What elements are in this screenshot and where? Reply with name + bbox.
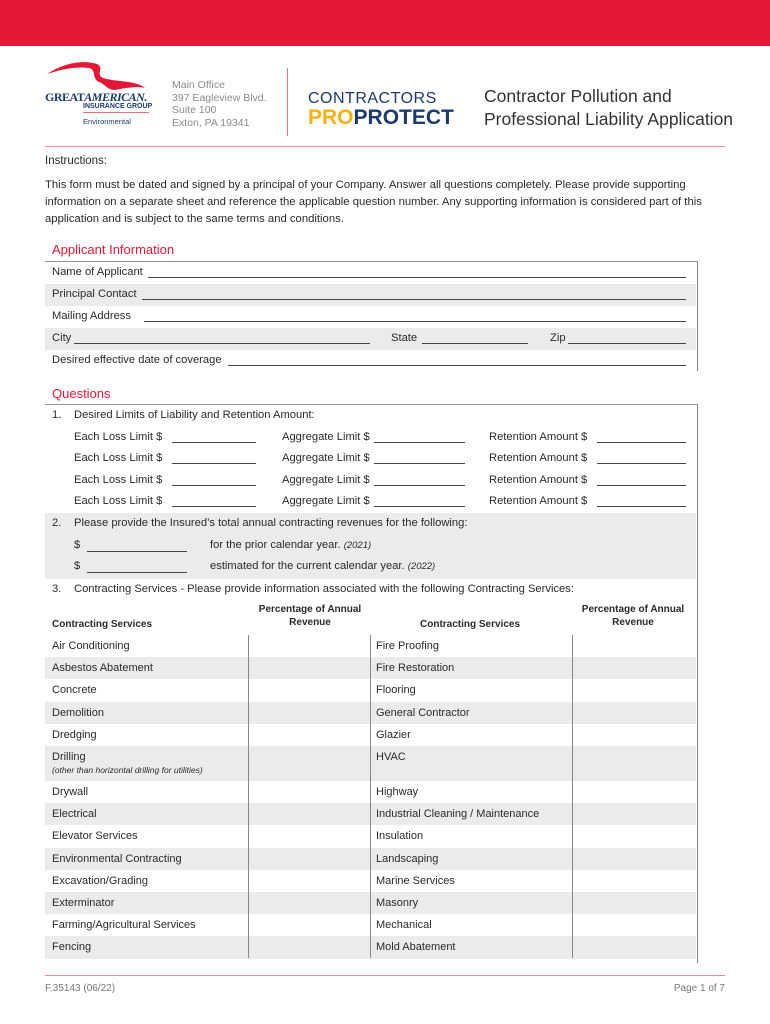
current-year-revenue-field[interactable] — [87, 572, 187, 573]
service-name: Excavation/Grading — [52, 874, 148, 887]
address-line: Exton, PA 19341 — [172, 116, 250, 129]
service-name: HVAC — [376, 751, 406, 763]
each-loss-field[interactable] — [172, 506, 256, 507]
service-name: Industrial Cleaning / Maintenance — [376, 808, 540, 821]
retention-field[interactable] — [597, 442, 686, 443]
each-loss-label: Each Loss Limit $ — [74, 494, 163, 507]
retention-field[interactable] — [597, 506, 686, 507]
limits-row — [45, 427, 696, 449]
contact-label: Principal Contact — [52, 288, 137, 300]
retention-field[interactable] — [597, 485, 686, 486]
service-pct-input[interactable] — [249, 724, 370, 746]
service-name: Highway — [376, 786, 419, 798]
prior-year-label — [210, 539, 371, 551]
instructions-text: This form must be dated and signed by a principal of your Company. Answer all questions completely. Please provide supporting information on a separate sheet and reference the applicable question number. Any supporting information is considered part of this application and is subject to the same terms and conditions. — [45, 179, 702, 225]
main-office-address — [172, 79, 267, 129]
service-name: Environmental Contracting — [52, 852, 182, 865]
service-pct-input[interactable] — [249, 803, 370, 825]
applicant-info-box — [45, 261, 698, 371]
service-pct-input[interactable] — [249, 936, 370, 958]
zip-label: Zip — [550, 332, 566, 344]
service-pct-input[interactable] — [249, 702, 370, 724]
effective-date-field[interactable] — [228, 365, 686, 366]
aggregate-field[interactable] — [374, 485, 465, 486]
service-pct-input[interactable] — [249, 679, 370, 701]
current-year: (2022) — [407, 561, 436, 572]
service-pct-input[interactable] — [573, 724, 695, 746]
retention-field[interactable] — [597, 463, 686, 464]
limits-row — [45, 470, 696, 492]
great-american-logo: GREATAMERICAN. INSURANCE GROUP Environmental — [45, 60, 153, 130]
service-pct-input[interactable] — [573, 914, 695, 936]
aggregate-label: Aggregate Limit $ — [282, 494, 370, 507]
service-name: Fire Proofing — [376, 640, 439, 652]
service-name: Dredging — [52, 728, 97, 741]
page-title — [484, 85, 733, 131]
each-loss-field[interactable] — [172, 485, 256, 486]
page-number: Page 1 of 7 — [673, 983, 725, 994]
logo-protect: PROTECT — [353, 106, 454, 129]
service-pct-input[interactable] — [573, 803, 695, 825]
service-name: Flooring — [376, 684, 416, 697]
form-number: F.35143 (06/22) — [45, 983, 116, 994]
service-name: Exterminator — [52, 897, 115, 909]
service-pct-input[interactable] — [249, 825, 370, 847]
prior-text: for the prior calendar year. — [210, 539, 341, 551]
aggregate-field[interactable] — [374, 463, 465, 464]
aggregate-label: Aggregate Limit $ — [282, 473, 370, 486]
service-pct-input[interactable] — [573, 892, 695, 914]
service-name: Electrical — [52, 808, 97, 821]
retention-label: Retention Amount $ — [489, 452, 588, 465]
logo-contractors: CONTRACTORS — [308, 90, 437, 107]
city-field[interactable] — [74, 343, 370, 344]
dollar-sign: $ — [74, 539, 81, 551]
q2-text: Please provide the Insured’s total annual contracting revenues for the following: — [74, 517, 468, 529]
service-name: Glazier — [376, 728, 411, 741]
service-name: Masonry — [376, 897, 419, 909]
q1-text: Desired Limits of Liability and Retention Amount: — [74, 409, 315, 421]
applicant-name-field[interactable] — [148, 277, 686, 278]
col-header-pct-right: Percentage of Annual Revenue — [581, 604, 685, 628]
title-line-1: Contractor Pollution and — [484, 86, 672, 106]
service-name: Insulation — [376, 830, 424, 843]
title-line-2: Professional Liability Application — [484, 109, 734, 129]
header-rule — [45, 146, 725, 147]
service-pct-input[interactable] — [573, 657, 695, 679]
q2-number: 2. — [52, 517, 62, 529]
aggregate-field[interactable] — [374, 442, 465, 443]
contractors-proprotect-logo — [308, 90, 454, 128]
service-name: General Contractor — [376, 706, 470, 719]
each-loss-label: Each Loss Limit $ — [74, 431, 163, 443]
service-name: Fire Restoration — [376, 662, 455, 675]
col-header-service-right: Contracting Services — [420, 619, 521, 630]
q3-text: Contracting Services - Please provide information associated with the following Contracting Services: — [74, 583, 574, 595]
service-name: Elevator Services — [52, 830, 138, 843]
retention-label: Retention Amount $ — [489, 494, 588, 507]
questions-section-heading: Questions — [52, 386, 111, 401]
name-label: Name of Applicant — [52, 266, 143, 278]
zip-field[interactable] — [568, 343, 686, 344]
current-year-label — [210, 560, 435, 572]
service-name: Air Conditioning — [52, 640, 130, 652]
service-pct-input[interactable] — [249, 848, 370, 870]
footer-rule — [45, 975, 725, 976]
service-pct-input[interactable] — [573, 825, 695, 847]
dollar-sign: $ — [74, 560, 81, 572]
service-name: Drilling — [52, 751, 86, 763]
city-label: City — [52, 332, 72, 344]
q3-number: 3. — [52, 583, 62, 595]
state-field[interactable] — [422, 343, 528, 344]
service-name: Concrete — [52, 684, 97, 697]
mailing-address-field[interactable] — [144, 321, 686, 322]
col-header-service-left: Contracting Services — [52, 619, 153, 630]
header-divider — [287, 68, 288, 136]
prior-year: (2021) — [343, 540, 372, 551]
service-name: Mechanical — [376, 919, 432, 932]
service-pct-input[interactable] — [249, 892, 370, 914]
service-pct-input[interactable] — [573, 848, 695, 870]
aggregate-label: Aggregate Limit $ — [282, 431, 370, 443]
limits-row — [45, 448, 696, 470]
aggregate-field[interactable] — [374, 506, 465, 507]
service-pct-input[interactable] — [249, 781, 370, 803]
limits-row — [45, 491, 696, 513]
col-header-pct-left: Percentage of Annual Revenue — [258, 604, 362, 628]
instructions-heading: Instructions: — [45, 155, 107, 167]
service-pct-input[interactable] — [573, 635, 695, 657]
service-pct-input[interactable] — [573, 781, 695, 803]
applicant-section-heading: Applicant Information — [52, 242, 175, 257]
logo-pro: PRO — [308, 106, 354, 129]
retention-label: Retention Amount $ — [489, 431, 588, 443]
service-name: Fencing — [52, 941, 92, 954]
address-line: 397 Eagleview Blvd. — [172, 91, 267, 104]
service-pct-input[interactable] — [249, 870, 370, 892]
logo-proprotect — [308, 108, 454, 128]
service-note: (other than horizontal drilling for utilities) — [52, 765, 203, 775]
principal-contact-field[interactable] — [142, 299, 686, 300]
address-line: Suite 100 — [172, 104, 217, 116]
service-pct-input[interactable] — [573, 746, 695, 781]
state-label: State — [391, 332, 418, 344]
service-name: Mold Abatement — [376, 941, 456, 954]
each-loss-field[interactable] — [172, 463, 256, 464]
questions-box — [45, 404, 698, 963]
each-loss-field[interactable] — [172, 442, 256, 443]
current-text: estimated for the current calendar year. — [210, 560, 405, 572]
service-pct-input[interactable] — [573, 936, 695, 958]
each-loss-label: Each Loss Limit $ — [74, 452, 163, 465]
column-divider — [572, 635, 573, 958]
q1-number: 1. — [52, 409, 62, 421]
service-pct-input[interactable] — [249, 635, 370, 657]
service-pct-input[interactable] — [249, 914, 370, 936]
service-pct-input[interactable] — [249, 746, 370, 781]
top-red-bar — [0, 0, 770, 46]
service-name: Landscaping — [376, 852, 439, 865]
service-pct-input[interactable] — [573, 702, 695, 724]
address-label: Mailing Address — [52, 310, 131, 322]
column-divider — [248, 635, 249, 958]
address-line: Main Office — [172, 79, 225, 91]
retention-label: Retention Amount $ — [489, 473, 588, 486]
service-name: Farming/Agricultural Services — [52, 919, 196, 932]
service-name: Marine Services — [376, 874, 455, 887]
effective-date-label: Desired effective date of coverage — [52, 354, 222, 366]
service-pct-input[interactable] — [573, 679, 695, 701]
service-name: Demolition — [52, 706, 104, 719]
prior-year-revenue-field[interactable] — [87, 551, 187, 552]
column-divider — [370, 635, 371, 958]
service-name: Drywall — [52, 786, 89, 798]
service-pct-input[interactable] — [249, 657, 370, 679]
service-pct-input[interactable] — [573, 870, 695, 892]
service-name: Asbestos Abatement — [52, 662, 153, 675]
each-loss-label: Each Loss Limit $ — [74, 473, 163, 486]
aggregate-label: Aggregate Limit $ — [282, 452, 370, 465]
